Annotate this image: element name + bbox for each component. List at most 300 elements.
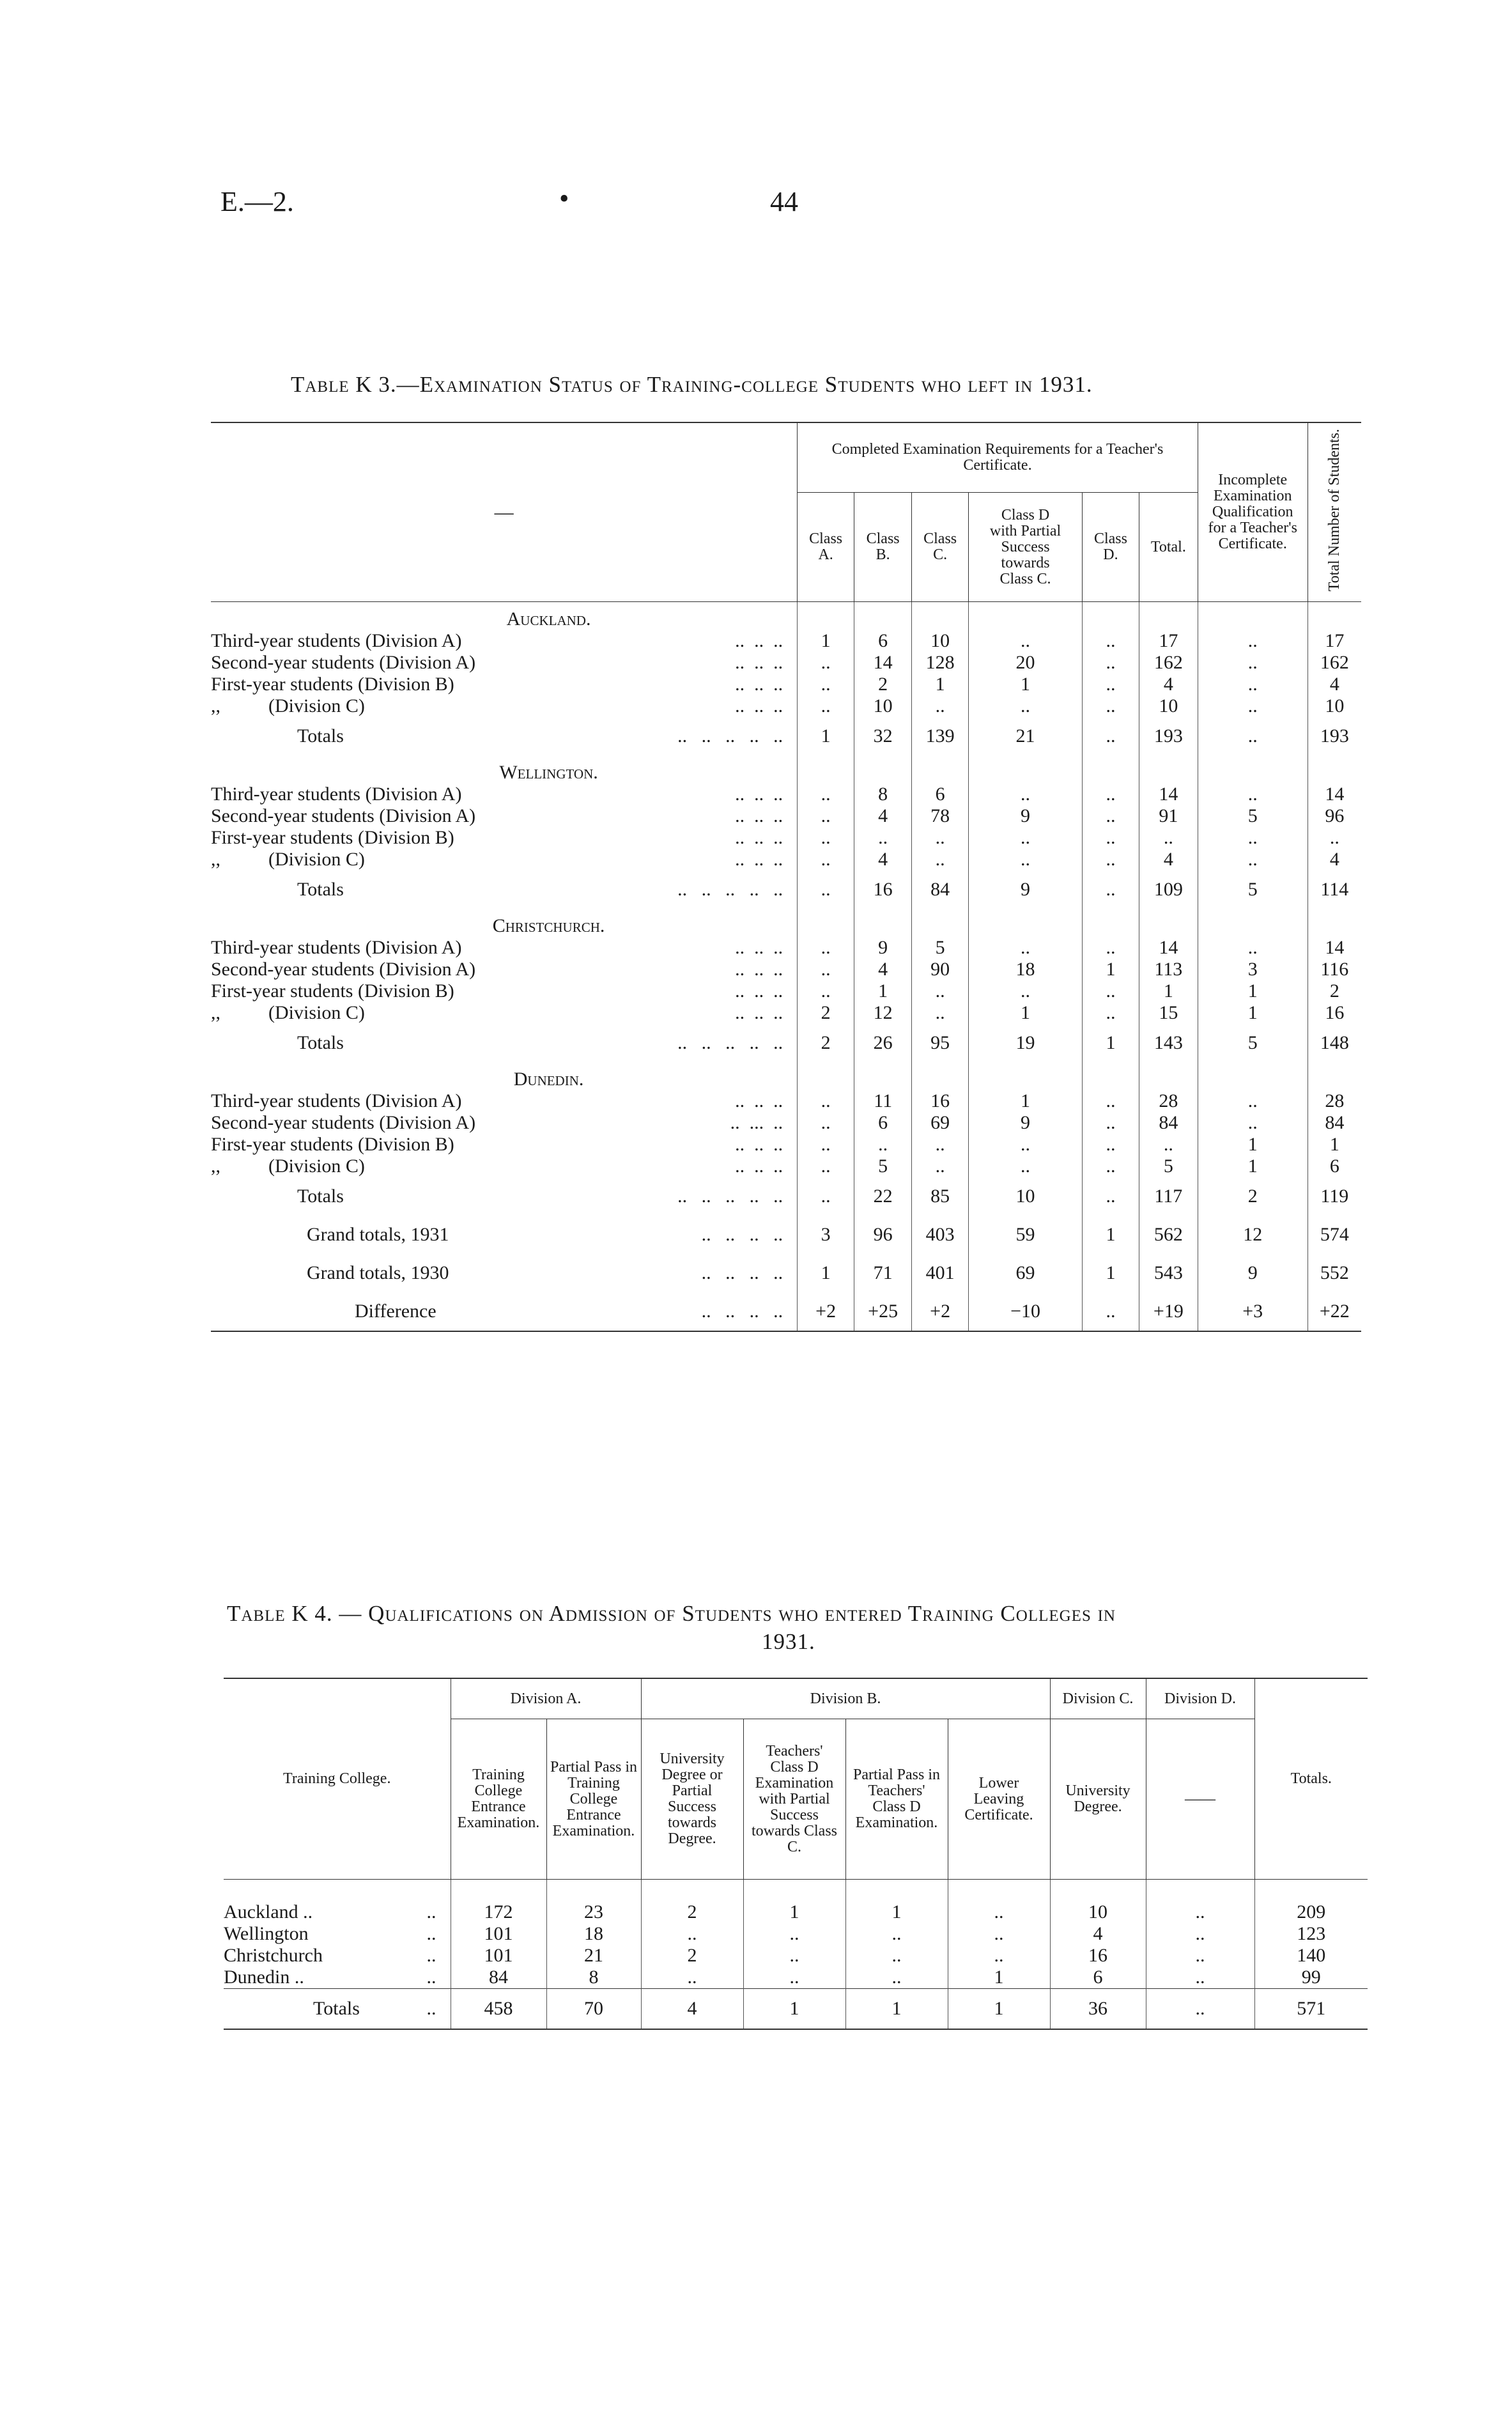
value-cell: .. <box>1082 1292 1139 1331</box>
value-cell: 543 <box>1139 1254 1198 1292</box>
empty-cell <box>1139 755 1198 784</box>
row-label: First-year students (Division B) <box>211 674 454 695</box>
row-label: Dunedin .. <box>224 1967 304 1988</box>
empty-cell <box>1082 909 1139 937</box>
empty-cell <box>912 909 969 937</box>
value-cell: .. <box>1198 1090 1308 1112</box>
row-leader-dots: .. ... .. <box>730 1112 783 1133</box>
table-row <box>211 695 1361 717</box>
value-cell: 16 <box>854 870 912 909</box>
totals-label-cell <box>211 1024 798 1062</box>
grand-totals-row <box>211 1254 1361 1292</box>
value-cell: .. <box>798 849 854 870</box>
spacer <box>743 1880 845 1902</box>
empty-cell <box>912 755 969 784</box>
empty-cell <box>1308 755 1361 784</box>
value-cell: 6 <box>854 1112 912 1134</box>
table-row <box>224 1967 1368 1989</box>
value-cell: 101 <box>451 1923 546 1945</box>
table-row <box>211 1002 1361 1024</box>
value-cell: 101 <box>451 1945 546 1967</box>
spacer <box>451 1880 546 1902</box>
value-cell: 32 <box>854 717 912 755</box>
table-row <box>224 1901 1368 1923</box>
value-cell: 1 <box>845 1901 948 1923</box>
value-cell: .. <box>854 827 912 849</box>
value-cell: 10 <box>969 1177 1083 1216</box>
empty-cell <box>1139 909 1198 937</box>
page-reference: E.—2. <box>220 186 294 217</box>
value-cell: 401 <box>912 1254 969 1292</box>
value-cell: .. <box>948 1945 1050 1967</box>
row-label-cell <box>211 630 798 652</box>
value-cell: 10 <box>1308 695 1361 717</box>
value-cell: 9 <box>969 1112 1083 1134</box>
value-cell: .. <box>798 1177 854 1216</box>
value-cell: 4 <box>854 959 912 980</box>
k3-col-students <box>1308 422 1361 602</box>
k4-col-university-degree: University Degree. <box>1050 1719 1146 1880</box>
row-label: Auckland .. <box>224 1901 313 1922</box>
k4-col-teachers-class-d: Teachers' Class D Examination with Partial Success towards Class C. <box>743 1719 845 1880</box>
row-label-cell <box>211 1254 798 1292</box>
value-cell: .. <box>948 1901 1050 1923</box>
k4-col-totals: Totals. <box>1254 1678 1368 1880</box>
table-row <box>211 652 1361 674</box>
value-cell: .. <box>798 980 854 1002</box>
value-cell: .. <box>798 695 854 717</box>
k4-group-division-b: Division B. <box>641 1678 1050 1719</box>
value-cell: .. <box>969 849 1083 870</box>
value-cell: 2 <box>798 1024 854 1062</box>
table-k4 <box>224 1678 1368 2030</box>
value-cell: .. <box>1198 1112 1308 1134</box>
value-cell: 4 <box>854 805 912 827</box>
value-cell: 17 <box>1308 630 1361 652</box>
k3-stub-head: — <box>211 422 798 602</box>
value-cell: 562 <box>1139 1216 1198 1254</box>
table-row <box>211 849 1361 870</box>
value-cell: .. <box>1198 717 1308 755</box>
value-cell: 1 <box>1198 1002 1308 1024</box>
value-cell: .. <box>1082 674 1139 695</box>
value-cell: .. <box>798 827 854 849</box>
table-row <box>211 980 1361 1002</box>
value-cell: 162 <box>1139 652 1198 674</box>
row-label: First-year students (Division B) <box>211 827 454 848</box>
value-cell: .. <box>948 1923 1050 1945</box>
value-cell: .. <box>798 1090 854 1112</box>
row-label-cell <box>211 937 798 959</box>
value-cell: 1 <box>798 1254 854 1292</box>
value-cell: 18 <box>969 959 1083 980</box>
value-cell: .. <box>798 784 854 805</box>
row-label: Totals <box>313 1998 360 2019</box>
totals-label-cell <box>211 717 798 755</box>
value-cell: .. <box>1198 784 1308 805</box>
row-label: Difference <box>355 1301 436 1322</box>
k4-group-division-c: Division C. <box>1050 1678 1146 1719</box>
value-cell: .. <box>969 784 1083 805</box>
empty-cell <box>854 602 912 631</box>
row-label: Third-year students (Division A) <box>211 1090 462 1111</box>
value-cell: .. <box>1198 849 1308 870</box>
value-cell: 11 <box>854 1090 912 1112</box>
row-leader-dots: .. .. .. <box>735 1134 783 1155</box>
empty-cell <box>854 1062 912 1090</box>
row-label: Wellington <box>224 1923 309 1944</box>
row-leader-dots: .. .. .. .. <box>701 1224 783 1245</box>
row-label-cell <box>224 1923 451 1945</box>
row-leader-dots: .. <box>426 1923 436 1944</box>
value-cell: .. <box>1198 827 1308 849</box>
value-cell: −10 <box>969 1292 1083 1331</box>
value-cell: 8 <box>546 1967 641 1989</box>
empty-cell <box>798 602 854 631</box>
value-cell: 4 <box>1050 1923 1146 1945</box>
value-cell: 90 <box>912 959 969 980</box>
row-label-cell <box>211 1156 798 1177</box>
value-cell: 1 <box>854 980 912 1002</box>
row-label-cell <box>211 849 798 870</box>
row-label: Totals <box>297 1032 344 1053</box>
value-cell: .. <box>1198 695 1308 717</box>
value-cell: 113 <box>1139 959 1198 980</box>
totals-label-cell <box>224 1989 451 2030</box>
value-cell: .. <box>1146 1945 1254 1967</box>
row-label: Grand totals, 1931 <box>307 1224 449 1245</box>
value-cell: 59 <box>969 1216 1083 1254</box>
value-cell: 148 <box>1308 1024 1361 1062</box>
value-cell: 1 <box>1082 959 1139 980</box>
value-cell: .. <box>1146 1967 1254 1989</box>
value-cell: 10 <box>854 695 912 717</box>
row-label: ,, (Division C) <box>211 1002 365 1023</box>
row-leader-dots: .. .. .. .. <box>701 1262 783 1283</box>
value-cell: 1 <box>948 1967 1050 1989</box>
value-cell: 10 <box>912 630 969 652</box>
value-cell: .. <box>1082 1002 1139 1024</box>
value-cell: .. <box>798 937 854 959</box>
totals-label-cell <box>211 1177 798 1216</box>
row-leader-dots: .. .. .. <box>735 630 783 651</box>
empty-cell <box>912 1062 969 1090</box>
value-cell: 5 <box>912 937 969 959</box>
value-cell: 123 <box>1254 1923 1368 1945</box>
value-cell: 1 <box>969 1002 1083 1024</box>
row-leader-dots: .. .. .. <box>735 695 783 716</box>
k4-group-division-a: Division A. <box>451 1678 641 1719</box>
row-label-cell <box>224 1901 451 1923</box>
value-cell: .. <box>1146 1923 1254 1945</box>
k4-col-division-d: —— <box>1146 1719 1254 1880</box>
value-cell: .. <box>798 1134 854 1156</box>
k3-col-class-d: Class D. <box>1082 493 1139 602</box>
value-cell: .. <box>743 1923 845 1945</box>
grand-totals-row <box>211 1216 1361 1254</box>
value-cell: 78 <box>912 805 969 827</box>
empty-cell <box>854 755 912 784</box>
totals-row <box>224 1989 1368 2030</box>
row-leader-dots: .. <box>426 1945 436 1966</box>
empty-cell <box>1139 1062 1198 1090</box>
row-label-cell <box>211 980 798 1002</box>
row-label: Second-year students (Division A) <box>211 652 476 673</box>
value-cell: 403 <box>912 1216 969 1254</box>
value-cell: 2 <box>1308 980 1361 1002</box>
table-row <box>211 1134 1361 1156</box>
value-cell: .. <box>969 1134 1083 1156</box>
row-label-cell <box>211 652 798 674</box>
value-cell: .. <box>969 980 1083 1002</box>
value-cell: 4 <box>1308 674 1361 695</box>
value-cell: +2 <box>912 1292 969 1331</box>
value-cell: 139 <box>912 717 969 755</box>
value-cell: 85 <box>912 1177 969 1216</box>
value-cell: 2 <box>1198 1177 1308 1216</box>
value-cell: .. <box>845 1923 948 1945</box>
row-leader-dots: .. .. .. .. <box>701 1301 783 1322</box>
value-cell: 5 <box>1198 805 1308 827</box>
row-leader-dots: .. .. .. <box>735 937 783 958</box>
value-cell: .. <box>912 849 969 870</box>
row-label: ,, (Division C) <box>211 849 365 870</box>
row-label: Second-year students (Division A) <box>211 959 476 980</box>
table-row <box>224 1923 1368 1945</box>
empty-cell <box>1082 1062 1139 1090</box>
value-cell: .. <box>1082 1134 1139 1156</box>
row-label: Totals <box>297 725 344 746</box>
value-cell: 1 <box>1139 980 1198 1002</box>
row-label: Christchurch <box>224 1945 323 1966</box>
value-cell: 10 <box>1139 695 1198 717</box>
table-row <box>211 630 1361 652</box>
value-cell: 1 <box>798 630 854 652</box>
value-cell: 1 <box>743 1989 845 2030</box>
row-label: Second-year students (Division A) <box>211 805 476 826</box>
value-cell: +25 <box>854 1292 912 1331</box>
row-label: Third-year students (Division A) <box>211 630 462 651</box>
value-cell: 1 <box>1198 1134 1308 1156</box>
value-cell: 14 <box>1308 784 1361 805</box>
k3-col-students-label: Total Number of Students. <box>1326 429 1343 592</box>
value-cell: 84 <box>451 1967 546 1989</box>
row-label: ,, (Division C) <box>211 695 365 716</box>
value-cell: 14 <box>1139 784 1198 805</box>
row-leader-dots: .. .. .. <box>735 827 783 848</box>
row-leader-dots: .. <box>426 1901 436 1922</box>
empty-cell <box>1198 1062 1308 1090</box>
value-cell: 140 <box>1254 1945 1368 1967</box>
row-label-cell <box>211 1216 798 1254</box>
value-cell: 95 <box>912 1024 969 1062</box>
value-cell: .. <box>798 1112 854 1134</box>
empty-cell <box>1198 909 1308 937</box>
empty-cell <box>1082 755 1139 784</box>
value-cell: 116 <box>1308 959 1361 980</box>
table-row <box>211 1112 1361 1134</box>
spacer <box>948 1880 1050 1902</box>
row-label-cell <box>211 959 798 980</box>
value-cell: 14 <box>854 652 912 674</box>
section-name: Wellington. <box>499 762 598 783</box>
value-cell: .. <box>1198 674 1308 695</box>
value-cell: .. <box>1146 1989 1254 2030</box>
value-cell: 4 <box>1139 849 1198 870</box>
value-cell: 69 <box>912 1112 969 1134</box>
value-cell: 15 <box>1139 1002 1198 1024</box>
value-cell: 117 <box>1139 1177 1198 1216</box>
k3-col-incomplete: Incomplete Examination Qualification for a Teacher's Certificate. <box>1198 422 1308 602</box>
totals-row <box>211 870 1361 909</box>
empty-cell <box>969 755 1083 784</box>
value-cell: 209 <box>1254 1901 1368 1923</box>
value-cell: 91 <box>1139 805 1198 827</box>
value-cell: 1 <box>912 674 969 695</box>
value-cell: 6 <box>854 630 912 652</box>
value-cell: 12 <box>1198 1216 1308 1254</box>
k4-col-university-partial: University Degree or Partial Success towards Degree. <box>641 1719 743 1880</box>
value-cell: .. <box>1082 937 1139 959</box>
table-row <box>211 1156 1361 1177</box>
row-label: First-year students (Division B) <box>211 1134 454 1155</box>
value-cell: 14 <box>1308 937 1361 959</box>
table-row <box>211 827 1361 849</box>
table-row <box>211 805 1361 827</box>
value-cell: 17 <box>1139 630 1198 652</box>
value-cell: 21 <box>969 717 1083 755</box>
spacer <box>845 1880 948 1902</box>
table-k4-title-year: 1931. <box>762 1629 815 1654</box>
value-cell: .. <box>969 630 1083 652</box>
value-cell: 1 <box>1082 1254 1139 1292</box>
row-label-cell <box>211 1292 798 1331</box>
k3-col-class-c: Class C. <box>912 493 969 602</box>
value-cell: 28 <box>1139 1090 1198 1112</box>
value-cell: .. <box>1082 849 1139 870</box>
table-row <box>211 784 1361 805</box>
section-name: Auckland. <box>506 608 591 630</box>
value-cell: 1 <box>1198 1156 1308 1177</box>
k4-group-division-d: Division D. <box>1146 1678 1254 1719</box>
totals-row <box>211 717 1361 755</box>
value-cell: 96 <box>1308 805 1361 827</box>
spacer <box>546 1880 641 1902</box>
k4-col-lower-leaving: Lower Leaving Certificate. <box>948 1719 1050 1880</box>
section-name: Christchurch. <box>492 915 605 936</box>
table-row <box>211 959 1361 980</box>
empty-cell <box>798 909 854 937</box>
row-label-cell <box>211 1090 798 1112</box>
empty-cell <box>1308 1062 1361 1090</box>
value-cell: .. <box>912 1156 969 1177</box>
value-cell: 84 <box>1308 1112 1361 1134</box>
row-label: Grand totals, 1930 <box>307 1262 449 1283</box>
value-cell: .. <box>969 937 1083 959</box>
spacer <box>224 1880 451 1902</box>
value-cell: 128 <box>912 652 969 674</box>
row-label-cell <box>211 695 798 717</box>
value-cell: 18 <box>546 1923 641 1945</box>
value-cell: 5 <box>1198 1024 1308 1062</box>
value-cell: 114 <box>1308 870 1361 909</box>
value-cell: 96 <box>854 1216 912 1254</box>
value-cell: 1 <box>969 674 1083 695</box>
value-cell: 1 <box>1308 1134 1361 1156</box>
value-cell: 8 <box>854 784 912 805</box>
value-cell: .. <box>1082 870 1139 909</box>
value-cell: 6 <box>1050 1967 1146 1989</box>
row-leader-dots: .. .. .. <box>735 674 783 695</box>
value-cell: 1 <box>743 1901 845 1923</box>
spacer-row <box>224 1880 1368 1902</box>
value-cell: 84 <box>1139 1112 1198 1134</box>
value-cell: 69 <box>969 1254 1083 1292</box>
value-cell: 162 <box>1308 652 1361 674</box>
table-k3 <box>211 422 1361 1332</box>
value-cell: .. <box>969 827 1083 849</box>
row-label: Third-year students (Division A) <box>211 937 462 958</box>
row-label-cell <box>211 1134 798 1156</box>
value-cell: 36 <box>1050 1989 1146 2030</box>
k3-col-class-b: Class B. <box>854 493 912 602</box>
spacer <box>641 1880 743 1902</box>
empty-cell <box>969 602 1083 631</box>
value-cell: .. <box>1082 784 1139 805</box>
k4-col-tce: Training College Entrance Examination. <box>451 1719 546 1880</box>
row-label-cell <box>224 1945 451 1967</box>
row-leader-dots: .. .. .. <box>735 959 783 980</box>
value-cell: .. <box>912 695 969 717</box>
value-cell: 4 <box>1308 849 1361 870</box>
value-cell: .. <box>969 1156 1083 1177</box>
value-cell: 574 <box>1308 1216 1361 1254</box>
k3-group-head: Completed Examination Requirements for a Teacher's Certificate. <box>798 422 1198 493</box>
value-cell: 1 <box>1082 1216 1139 1254</box>
value-cell: .. <box>1082 695 1139 717</box>
value-cell: .. <box>1082 717 1139 755</box>
table-row <box>224 1945 1368 1967</box>
difference-row <box>211 1292 1361 1331</box>
empty-cell <box>798 755 854 784</box>
value-cell: .. <box>798 870 854 909</box>
value-cell: .. <box>798 1156 854 1177</box>
value-cell: .. <box>1146 1901 1254 1923</box>
value-cell: .. <box>1198 937 1308 959</box>
value-cell: 552 <box>1308 1254 1361 1292</box>
row-label-cell <box>211 805 798 827</box>
value-cell: 1 <box>1198 980 1308 1002</box>
value-cell: 4 <box>854 849 912 870</box>
value-cell: 1 <box>1082 1024 1139 1062</box>
value-cell: .. <box>1082 805 1139 827</box>
value-cell: 9 <box>854 937 912 959</box>
totals-row <box>211 1024 1361 1062</box>
k3-col-total: Total. <box>1139 493 1198 602</box>
row-label: ,, (Division C) <box>211 1156 365 1177</box>
spacer <box>1146 1880 1254 1902</box>
value-cell: .. <box>641 1967 743 1989</box>
value-cell: .. <box>969 695 1083 717</box>
value-cell: .. <box>743 1945 845 1967</box>
section-header-row <box>211 1062 1361 1090</box>
value-cell: 21 <box>546 1945 641 1967</box>
row-label-cell <box>211 827 798 849</box>
section-header-row <box>211 755 1361 784</box>
value-cell: .. <box>845 1945 948 1967</box>
value-cell: 71 <box>854 1254 912 1292</box>
value-cell: 1 <box>845 1989 948 2030</box>
